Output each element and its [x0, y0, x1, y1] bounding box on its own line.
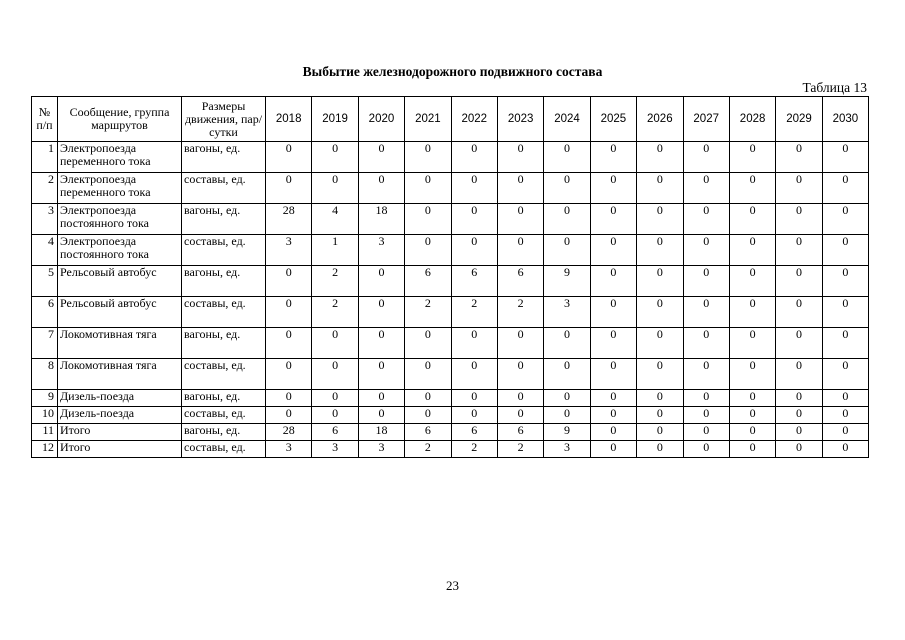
row-value: 1 [312, 235, 358, 266]
row-value: 0 [312, 390, 358, 407]
row-name: Локомотивная тяга [58, 359, 182, 390]
row-value: 0 [590, 390, 636, 407]
row-value: 2 [497, 297, 543, 328]
row-value: 0 [266, 407, 312, 424]
row-value: 0 [590, 441, 636, 458]
row-value: 0 [451, 204, 497, 235]
row-value: 0 [266, 359, 312, 390]
row-num: 4 [32, 235, 58, 266]
row-unit: вагоны, ед. [182, 266, 266, 297]
row-value: 0 [266, 297, 312, 328]
row-value: 0 [312, 173, 358, 204]
row-value: 0 [729, 407, 775, 424]
row-num: 3 [32, 204, 58, 235]
row-value: 0 [358, 266, 404, 297]
row-value: 0 [266, 328, 312, 359]
row-unit: вагоны, ед. [182, 328, 266, 359]
table-row [32, 142, 869, 173]
row-value: 0 [729, 142, 775, 173]
row-value: 0 [358, 328, 404, 359]
row-value: 3 [544, 441, 590, 458]
row-value: 6 [497, 266, 543, 297]
row-value: 0 [358, 142, 404, 173]
row-value: 0 [683, 235, 729, 266]
row-value: 0 [776, 441, 822, 458]
table-row [32, 266, 869, 297]
header-row [32, 97, 869, 142]
table-label: Таблица 13 [802, 80, 867, 95]
row-value: 0 [312, 142, 358, 173]
row-value: 0 [590, 407, 636, 424]
row-value: 0 [544, 328, 590, 359]
row-value: 0 [683, 390, 729, 407]
row-value: 0 [683, 359, 729, 390]
header-year: 2023 [497, 97, 543, 142]
row-num: 8 [32, 359, 58, 390]
row-value: 0 [729, 297, 775, 328]
row-value: 0 [683, 266, 729, 297]
row-unit: составы, ед. [182, 173, 266, 204]
row-value: 0 [683, 173, 729, 204]
row-value: 0 [451, 173, 497, 204]
header-year: 2026 [637, 97, 683, 142]
row-value: 0 [637, 204, 683, 235]
table-row [32, 235, 869, 266]
table-row [32, 390, 869, 407]
row-value: 0 [822, 390, 868, 407]
row-value: 0 [405, 407, 451, 424]
row-value: 0 [544, 407, 590, 424]
row-value: 0 [544, 204, 590, 235]
header-size: Размеры движения, пар/сутки [182, 97, 266, 142]
row-value: 3 [312, 441, 358, 458]
row-value: 0 [451, 235, 497, 266]
row-name: Электропоезда постоянного тока [58, 235, 182, 266]
row-value: 0 [822, 441, 868, 458]
row-value: 0 [822, 235, 868, 266]
row-value: 0 [729, 441, 775, 458]
row-value: 0 [544, 173, 590, 204]
row-value: 0 [637, 266, 683, 297]
row-num: 5 [32, 266, 58, 297]
row-value: 0 [637, 424, 683, 441]
row-value: 0 [266, 266, 312, 297]
row-value: 0 [497, 390, 543, 407]
row-num: 9 [32, 390, 58, 407]
table-row [32, 441, 869, 458]
row-value: 0 [822, 359, 868, 390]
row-value: 0 [544, 359, 590, 390]
row-value: 0 [451, 359, 497, 390]
row-value: 0 [729, 204, 775, 235]
row-value: 9 [544, 266, 590, 297]
row-name: Рельсовый автобус [58, 266, 182, 297]
row-value: 0 [451, 142, 497, 173]
row-value: 0 [312, 407, 358, 424]
row-value: 0 [822, 142, 868, 173]
table-row [32, 173, 869, 204]
header-year: 2027 [683, 97, 729, 142]
row-value: 0 [405, 235, 451, 266]
row-unit: составы, ед. [182, 235, 266, 266]
row-value: 0 [266, 390, 312, 407]
row-value: 0 [637, 390, 683, 407]
row-value: 0 [497, 235, 543, 266]
table-row [32, 204, 869, 235]
row-value: 18 [358, 204, 404, 235]
row-value: 3 [358, 235, 404, 266]
row-value: 6 [497, 424, 543, 441]
row-value: 0 [729, 424, 775, 441]
row-value: 0 [776, 173, 822, 204]
row-num: 6 [32, 297, 58, 328]
header-year: 2029 [776, 97, 822, 142]
row-value: 0 [822, 173, 868, 204]
row-value: 0 [405, 173, 451, 204]
row-value: 0 [776, 204, 822, 235]
row-value: 0 [776, 142, 822, 173]
row-unit: вагоны, ед. [182, 390, 266, 407]
header-year: 2021 [405, 97, 451, 142]
row-value: 0 [544, 235, 590, 266]
row-value: 0 [590, 173, 636, 204]
row-value: 4 [312, 204, 358, 235]
row-value: 28 [266, 424, 312, 441]
row-value: 0 [776, 235, 822, 266]
row-value: 0 [497, 407, 543, 424]
row-value: 0 [729, 328, 775, 359]
row-num: 1 [32, 142, 58, 173]
row-value: 0 [776, 390, 822, 407]
row-value: 3 [544, 297, 590, 328]
row-value: 0 [497, 142, 543, 173]
row-value: 0 [637, 142, 683, 173]
row-value: 0 [358, 390, 404, 407]
row-value: 0 [683, 204, 729, 235]
row-value: 0 [405, 204, 451, 235]
row-name: Электропоезда переменного тока [58, 142, 182, 173]
row-value: 0 [637, 235, 683, 266]
row-value: 0 [451, 407, 497, 424]
row-value: 0 [266, 173, 312, 204]
row-value: 3 [266, 235, 312, 266]
row-value: 2 [405, 441, 451, 458]
header-year: 2030 [822, 97, 868, 142]
row-value: 2 [405, 297, 451, 328]
row-value: 6 [451, 424, 497, 441]
row-value: 0 [637, 328, 683, 359]
page-number: 23 [446, 578, 459, 593]
row-unit: вагоны, ед. [182, 142, 266, 173]
row-value: 2 [451, 297, 497, 328]
row-value: 2 [497, 441, 543, 458]
row-value: 0 [358, 359, 404, 390]
row-value: 2 [451, 441, 497, 458]
row-value: 18 [358, 424, 404, 441]
row-value: 0 [405, 142, 451, 173]
header-year: 2019 [312, 97, 358, 142]
row-value: 0 [683, 424, 729, 441]
row-value: 2 [312, 266, 358, 297]
row-value: 0 [405, 328, 451, 359]
rolling-stock-table [31, 96, 869, 458]
row-num: 7 [32, 328, 58, 359]
row-num: 12 [32, 441, 58, 458]
row-value: 0 [451, 390, 497, 407]
row-value: 0 [590, 297, 636, 328]
row-value: 0 [729, 390, 775, 407]
row-value: 0 [405, 390, 451, 407]
row-value: 6 [405, 266, 451, 297]
row-name: Локомотивная тяга [58, 328, 182, 359]
row-value: 0 [822, 407, 868, 424]
row-value: 0 [637, 359, 683, 390]
row-value: 0 [590, 359, 636, 390]
row-value: 0 [497, 328, 543, 359]
row-unit: составы, ед. [182, 359, 266, 390]
row-value: 0 [637, 173, 683, 204]
row-value: 0 [776, 328, 822, 359]
row-value: 0 [266, 142, 312, 173]
header-year: 2025 [590, 97, 636, 142]
row-unit: составы, ед. [182, 297, 266, 328]
row-value: 0 [776, 266, 822, 297]
row-value: 0 [497, 359, 543, 390]
row-value: 0 [683, 407, 729, 424]
header-year: 2018 [266, 97, 312, 142]
row-name: Итого [58, 441, 182, 458]
row-value: 0 [776, 297, 822, 328]
row-value: 3 [266, 441, 312, 458]
table-row [32, 407, 869, 424]
row-unit: составы, ед. [182, 441, 266, 458]
header-year: 2022 [451, 97, 497, 142]
row-value: 0 [590, 235, 636, 266]
row-value: 6 [405, 424, 451, 441]
header-year: 2020 [358, 97, 404, 142]
row-num: 10 [32, 407, 58, 424]
row-value: 0 [729, 235, 775, 266]
row-value: 0 [822, 204, 868, 235]
row-unit: вагоны, ед. [182, 424, 266, 441]
row-value: 28 [266, 204, 312, 235]
row-value: 0 [358, 407, 404, 424]
row-value: 0 [497, 204, 543, 235]
row-value: 0 [590, 142, 636, 173]
row-value: 0 [358, 173, 404, 204]
row-value: 0 [822, 424, 868, 441]
row-value: 0 [451, 328, 497, 359]
row-value: 0 [822, 266, 868, 297]
table-row [32, 297, 869, 328]
row-value: 0 [590, 328, 636, 359]
row-value: 0 [822, 328, 868, 359]
row-value: 0 [405, 359, 451, 390]
row-value: 0 [312, 328, 358, 359]
row-value: 0 [683, 297, 729, 328]
row-value: 6 [451, 266, 497, 297]
row-value: 0 [683, 328, 729, 359]
row-name: Электропоезда переменного тока [58, 173, 182, 204]
row-value: 0 [683, 142, 729, 173]
row-value: 0 [776, 359, 822, 390]
document-title: Выбытие железнодорожного подвижного состава [302, 64, 603, 79]
row-value: 0 [729, 359, 775, 390]
row-name: Дизель-поезда [58, 390, 182, 407]
table-row [32, 424, 869, 441]
row-value: 9 [544, 424, 590, 441]
row-value: 0 [544, 142, 590, 173]
row-value: 0 [637, 407, 683, 424]
row-name: Дизель-поезда [58, 407, 182, 424]
row-value: 0 [312, 359, 358, 390]
header-year: 2024 [544, 97, 590, 142]
row-value: 0 [729, 266, 775, 297]
row-value: 0 [497, 173, 543, 204]
row-value: 0 [776, 424, 822, 441]
row-value: 0 [729, 173, 775, 204]
row-name: Итого [58, 424, 182, 441]
row-value: 0 [637, 297, 683, 328]
row-value: 2 [312, 297, 358, 328]
row-value: 0 [822, 297, 868, 328]
header-group: Сообщение, группа маршрутов [58, 97, 182, 142]
row-name: Электропоезда постоянного тока [58, 204, 182, 235]
row-num: 2 [32, 173, 58, 204]
row-value: 0 [590, 204, 636, 235]
row-unit: вагоны, ед. [182, 204, 266, 235]
row-value: 0 [776, 407, 822, 424]
row-value: 0 [683, 441, 729, 458]
header-year: 2028 [729, 97, 775, 142]
table-row [32, 328, 869, 359]
row-num: 11 [32, 424, 58, 441]
row-value: 0 [590, 266, 636, 297]
row-value: 0 [544, 390, 590, 407]
header-num: № п/п [32, 97, 58, 142]
row-value: 3 [358, 441, 404, 458]
row-value: 0 [590, 424, 636, 441]
table-row [32, 359, 869, 390]
row-value: 0 [358, 297, 404, 328]
row-value: 6 [312, 424, 358, 441]
row-value: 0 [637, 441, 683, 458]
row-unit: составы, ед. [182, 407, 266, 424]
row-name: Рельсовый автобус [58, 297, 182, 328]
